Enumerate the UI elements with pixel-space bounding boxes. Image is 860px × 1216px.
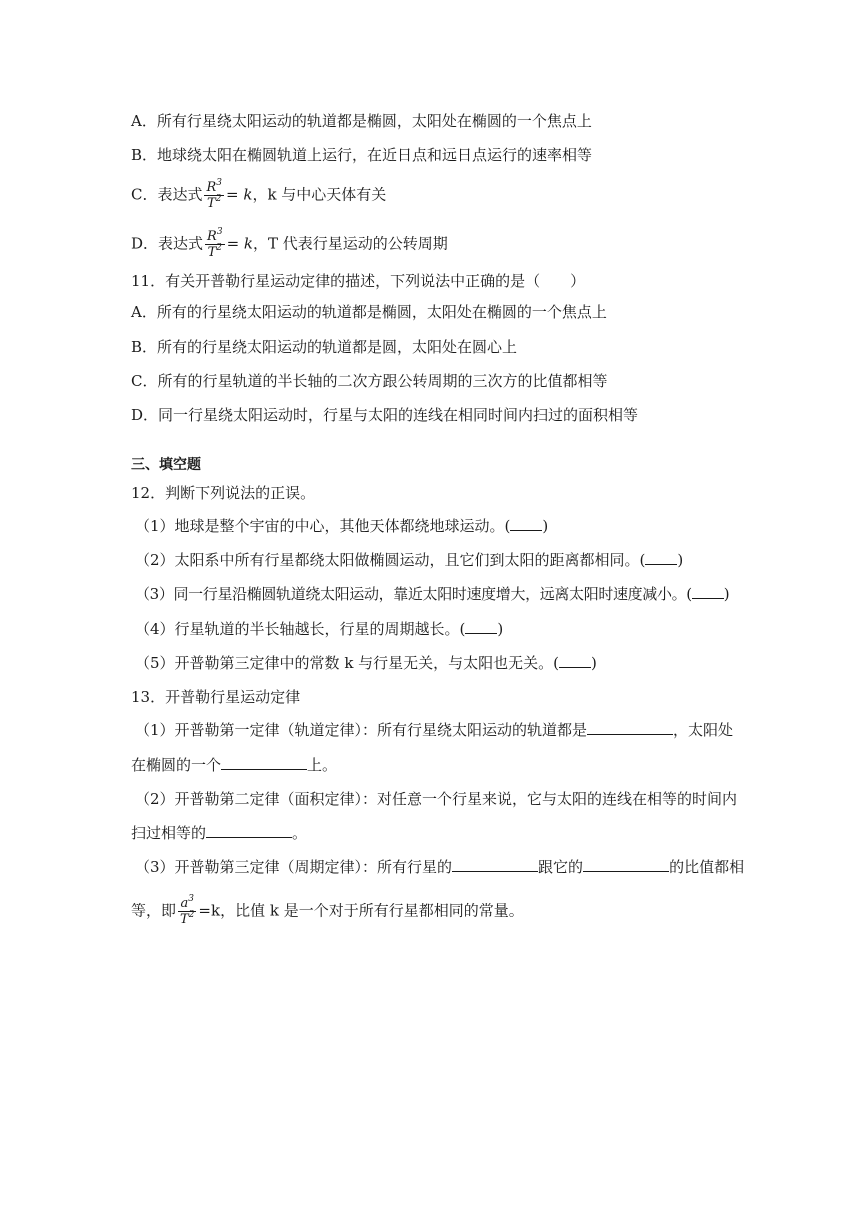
q11-option-a: A．所有的行星绕太阳运动的轨道都是椭圆，太阳处在椭圆的一个焦点上 bbox=[131, 303, 607, 321]
q13-text: 的比值都相 bbox=[669, 858, 745, 876]
q12-item-close: ) bbox=[677, 551, 684, 569]
formula-numerator-exp: 3 bbox=[188, 894, 194, 904]
q12-item-3 bbox=[135, 584, 729, 604]
answer-blank[interactable] bbox=[645, 550, 677, 565]
q10-option-a: A．所有行星绕太阳运动的轨道都是椭圆，太阳处在椭圆的一个焦点上 bbox=[131, 112, 592, 130]
q13-law1-line1 bbox=[135, 720, 733, 740]
q10-option-d-prefix: D．表达式 bbox=[131, 234, 204, 253]
q12-stem: 12．判断下列说法的正误。 bbox=[131, 484, 316, 502]
answer-blank[interactable] bbox=[510, 516, 542, 531]
q10-option-b: B．地球绕太阳在椭圆轨道上运行，在近日点和远日点运行的速率相等 bbox=[131, 146, 593, 164]
q12-item-close: ) bbox=[723, 585, 730, 603]
q12-item-text: （1）地球是整个宇宙的中心，其他天体都绕地球运动。( bbox=[135, 517, 511, 535]
q11-option-c: C．所有的行星轨道的半长轴的二次方跟公转周期的三次方的比值都相等 bbox=[131, 372, 608, 390]
q13-law3-line1 bbox=[135, 857, 744, 877]
formula-denominator-exp: 2 bbox=[188, 910, 195, 920]
q10-option-c bbox=[131, 180, 386, 211]
q12-item-5 bbox=[135, 653, 597, 673]
q13-stem: 13．开普勒行星运动定律 bbox=[131, 688, 301, 706]
q12-item-text: （5）开普勒第三定律中的常数 k 与行星无关，与太阳也无关。( bbox=[135, 654, 560, 672]
formula-rhs: = k bbox=[226, 185, 253, 204]
q12-item-close: ) bbox=[591, 654, 597, 672]
q11-option-b: B．所有的行星绕太阳运动的轨道都是圆，太阳处在圆心上 bbox=[131, 338, 518, 356]
formula-a3-over-t2 bbox=[178, 896, 196, 927]
q12-item-2 bbox=[135, 550, 683, 570]
formula-numerator-exp: 3 bbox=[216, 178, 223, 188]
formula-r3-over-t2-d bbox=[205, 229, 225, 260]
formula-denominator-exp: 2 bbox=[215, 194, 222, 204]
q13-law3-line2 bbox=[131, 896, 524, 927]
q12-item-text: （2）太阳系中所有行星都绕太阳做椭圆运动，且它们到太阳的距离都相同。( bbox=[135, 551, 646, 569]
answer-blank[interactable] bbox=[692, 584, 724, 599]
formula-numerator: R bbox=[207, 229, 217, 244]
q13-text: 扫过相等的 bbox=[131, 824, 207, 842]
q13-law1-line2 bbox=[131, 755, 337, 775]
q13-text: （1）开普勒第一定律（轨道定律）：所有行星绕太阳运动的轨道都是 bbox=[135, 721, 588, 739]
formula-numerator: R bbox=[206, 180, 217, 195]
formula-r3-over-t2 bbox=[204, 180, 224, 211]
q11-option-d: D．同一行星绕太阳运动时，行星与太阳的连线在相同时间内扫过的面积相等 bbox=[131, 406, 639, 424]
answer-blank[interactable] bbox=[583, 857, 669, 872]
q10-option-c-suffix: ，k 与中心天体有关 bbox=[252, 185, 387, 204]
q13-text: 在椭圆的一个 bbox=[131, 756, 222, 774]
q12-item-close: ) bbox=[542, 517, 549, 535]
q12-item-1 bbox=[135, 516, 548, 536]
answer-blank[interactable] bbox=[587, 720, 673, 735]
answer-blank[interactable] bbox=[559, 653, 591, 668]
answer-blank[interactable] bbox=[221, 755, 307, 770]
q13-text: （3）开普勒第三定律（周期定律）：所有行星的 bbox=[135, 858, 453, 876]
q13-text: 跟它的 bbox=[538, 858, 584, 876]
q13-text: 。 bbox=[292, 824, 308, 842]
q13-law2-line2 bbox=[131, 823, 307, 843]
formula-numerator-exp: 3 bbox=[216, 227, 223, 237]
q12-item-text: （4）行星轨道的半长轴越长，行星的周期越长。( bbox=[135, 620, 466, 638]
q13-text: =k，比值 k 是一个对于所有行星都相同的常量。 bbox=[198, 901, 524, 920]
q12-item-4 bbox=[135, 619, 503, 639]
formula-denominator: T bbox=[207, 245, 217, 260]
formula-numerator: a bbox=[180, 896, 189, 911]
q12-item-text: （3）同一行星沿椭圆轨道绕太阳运动，靠近太阳时速度增大，远离太阳时速度减小。( bbox=[135, 585, 692, 603]
section-heading-fill-in: 三、填空题 bbox=[131, 457, 201, 473]
q10-option-c-prefix: C．表达式 bbox=[131, 185, 203, 204]
answer-blank[interactable] bbox=[452, 857, 538, 872]
answer-blank[interactable] bbox=[465, 619, 497, 634]
answer-blank[interactable] bbox=[206, 823, 292, 838]
q11-stem: 11．有关开普勒行星运动定律的描述，下列说法中正确的是（ ） bbox=[131, 272, 586, 290]
q13-text: 上。 bbox=[307, 756, 338, 774]
formula-denominator: T bbox=[207, 196, 216, 211]
formula-rhs: = k bbox=[226, 234, 253, 253]
q13-text: ，太阳处 bbox=[673, 721, 734, 739]
q12-item-close: ) bbox=[497, 620, 504, 638]
formula-denominator: T bbox=[180, 912, 189, 927]
formula-denominator-exp: 2 bbox=[216, 243, 222, 253]
q13-law2-line1: （2）开普勒第二定律（面积定律）：对任意一个行星来说，它与太阳的连线在相等的时间内 bbox=[135, 790, 738, 808]
q10-option-d bbox=[131, 229, 448, 260]
q10-option-d-suffix: ，T 代表行星运动的公转周期 bbox=[253, 234, 448, 253]
q13-text: 等，即 bbox=[131, 901, 177, 920]
